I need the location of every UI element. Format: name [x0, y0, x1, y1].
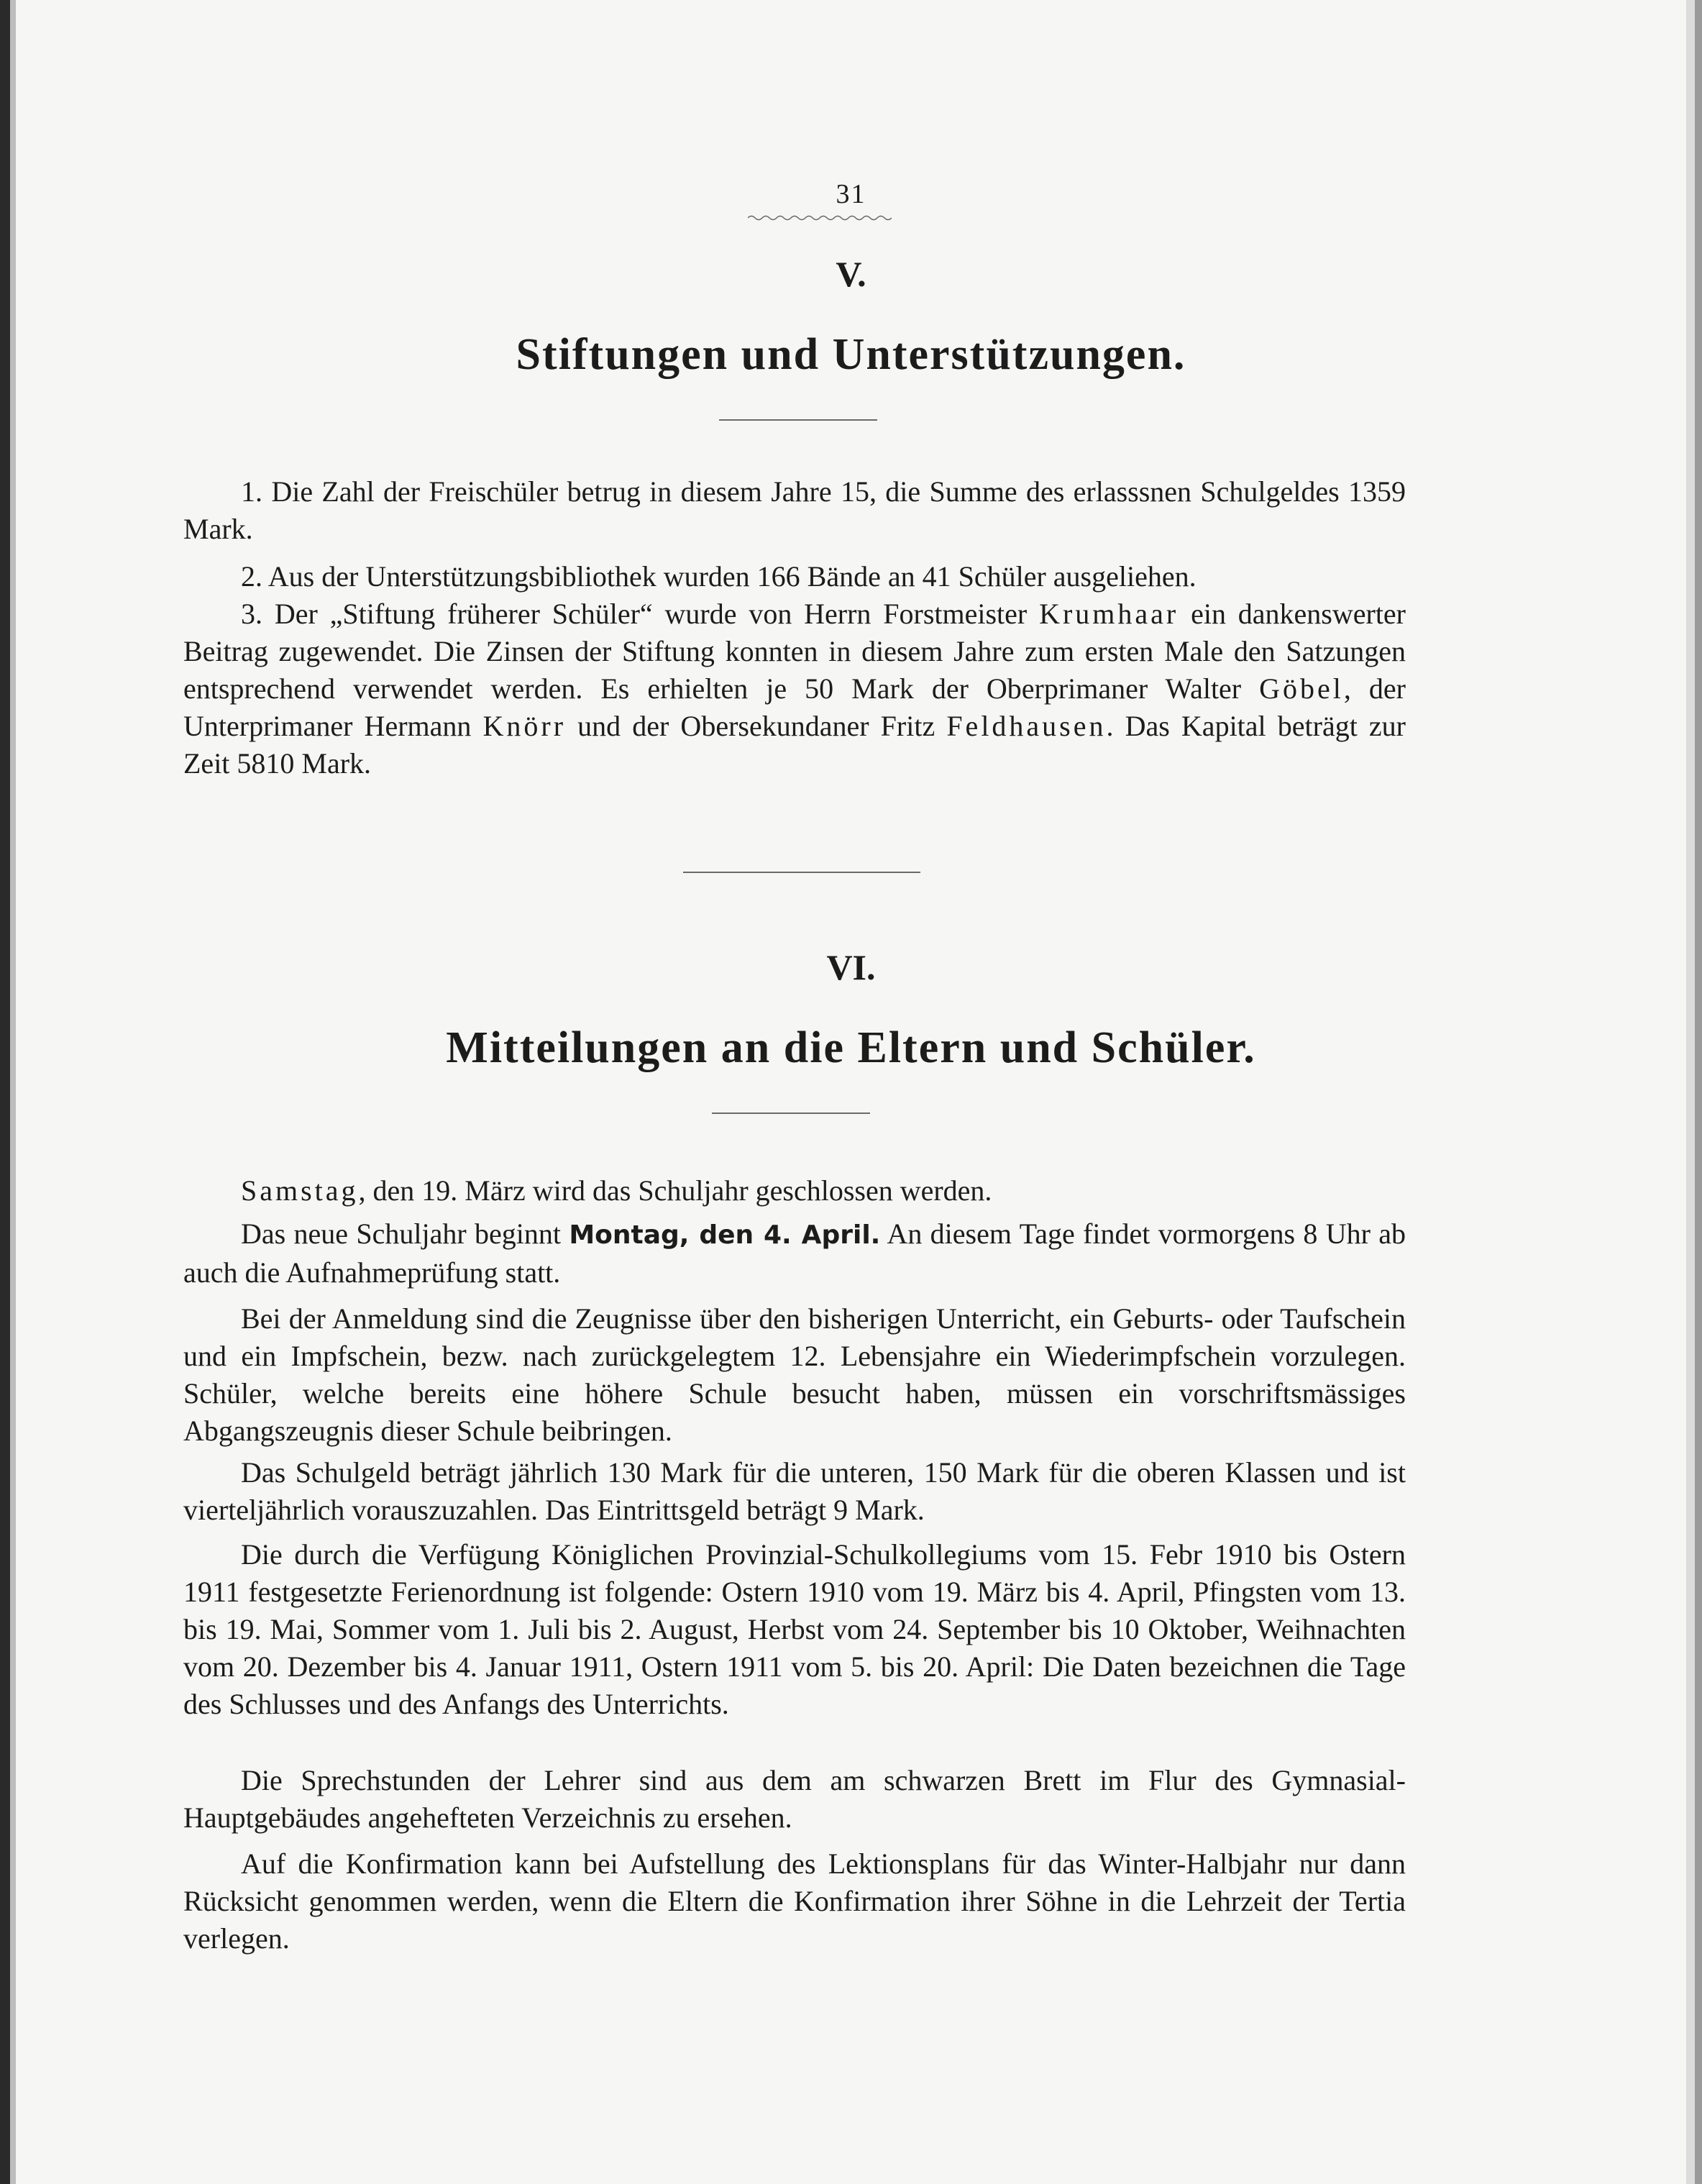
- section-v-item-1: 1. Die Zahl der Freischüler betrug in diesem Jahre 15, die Summe des erlasssnen Schulgeldes 1359 Mark.: [183, 475, 1406, 545]
- right-scan-edge: [1695, 0, 1702, 2184]
- section-vi-paragraph-2: Das neue Schuljahr beginnt Montag, den 4. April. An diesem Tage findet vormorgens 8 Uhr ab auch die Aufnahmeprüfung statt.: [183, 1217, 1406, 1289]
- section-vi-paragraph-1: Samstag, den 19. März wird das Schuljahr geschlossen werden.: [241, 1174, 992, 1207]
- section-vi-paragraph-6: Die Sprechstunden der Lehrer sind aus dem am schwarzen Brett im Flur des Gymnasial-Hauptgebäudes angehefteten Verzeichnis zu ersehen.: [183, 1764, 1406, 1834]
- section-divider-rule: [683, 872, 920, 873]
- section-vi-rule: [712, 1112, 870, 1114]
- section-v-item-3: 3. Der „Stiftung früherer Schüler“ wurde von Herrn Forstmeister Krumhaar ein dankenswerter Beitrag zugewendet. Die Zinsen der Stiftung konnten in diesem Jahre zum ersten Male den Satzungen entsprechend verwendet werden. Es erhielten je 50 Mark der Oberprimaner Walter Göbel, der Unterprimaner Hermann Knörr und der Obersekundaner Fritz Feldhausen. Das Kapital beträgt zur Zeit 5810 Mark.: [183, 598, 1406, 780]
- name-goebel: Göbel: [1259, 672, 1344, 705]
- section-vi-paragraph-4: Das Schulgeld beträgt jährlich 130 Mark für die unteren, 150 Mark für die oberen Klassen und ist vierteljährlich vorauszuzahlen. Das Eintrittsgeld beträgt 9 Mark.: [183, 1456, 1406, 1526]
- section-v-numeral: V.: [836, 254, 866, 294]
- section-vi-numeral: VI.: [826, 947, 876, 987]
- left-scan-edge-shadow: [10, 0, 16, 2184]
- section-v-title: Stiftungen und Unterstützungen.: [516, 330, 1186, 379]
- page-number: 31: [836, 179, 866, 209]
- page-number-ornament: [748, 214, 892, 221]
- section-v-rule: [719, 419, 877, 421]
- section-vi-paragraph-3: Bei der Anmeldung sind die Zeugnisse über den bisherigen Unterricht, ein Geburts- oder Taufschein und ein Impfschein, bezw. nach zurückgelegtem 12. Lebensjahre ein Wiederimpfschein vorzulegen. Schüler, welche bereits eine höhere Schule besucht haben, müssen ein vorschriftsmässiges Abgangszeugnis dieser Schule beibringen.: [183, 1302, 1406, 1447]
- school-start-date: Montag, den 4. April.: [569, 1220, 881, 1250]
- name-krumhaar: Krumhaar: [1039, 598, 1179, 630]
- name-feldhausen: Feldhausen: [946, 710, 1107, 742]
- right-scan-edge-shadow: [1686, 0, 1695, 2184]
- section-vi-paragraph-7: Auf die Konfirmation kann bei Aufstellung des Lektionsplans für das Winter-Halbjahr nur dann Rücksicht genommen werden, wenn die Eltern die Konfirmation ihrer Söhne in die Lehrzeit der Tertia verlegen.: [183, 1847, 1406, 1955]
- section-v-item-2: 2. Aus der Unterstützungsbibliothek wurden 166 Bände an 41 Schüler ausgeliehen.: [241, 560, 1197, 593]
- section-vi-title: Mitteilungen an die Eltern und Schüler.: [446, 1023, 1256, 1072]
- section-vi-paragraph-5: Die durch die Verfügung Königlichen Provinzial-Schulkollegiums vom 15. Febr 1910 bis Ostern 1911 festgesetzte Ferienordnung ist folgende: Ostern 1910 vom 19. März bis 4. April, Pfingsten vom 13. bis 19. Mai, Sommer vom 1. Juli bis 2. August, Herbst vom 24. September bis 10 Oktober, Weihnachten vom 20. Dezember bis 4. Januar 1911, Ostern 1911 vom 5. bis 20. April: Die Daten bezeichnen die Tage des Schlusses und des Anfangs des Unterrichts.: [183, 1538, 1406, 1720]
- left-scan-edge: [0, 0, 10, 2184]
- name-knoerr: Knörr: [482, 710, 567, 742]
